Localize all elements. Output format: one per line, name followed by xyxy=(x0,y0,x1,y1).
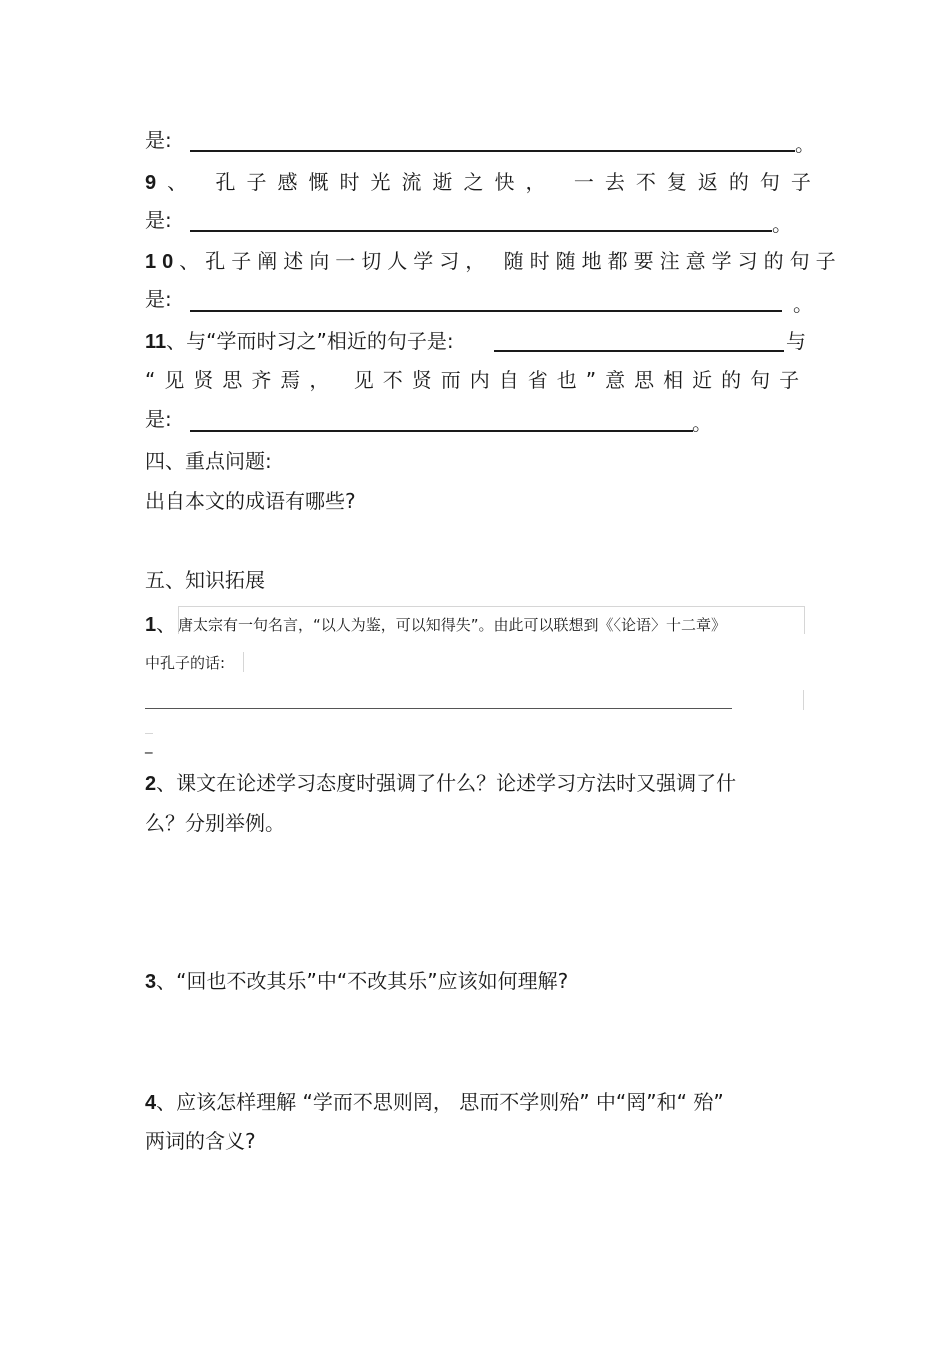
answer-prefix: 是: xyxy=(145,208,172,232)
answer-prefix: 是: xyxy=(145,287,172,311)
answer-line-8 xyxy=(145,128,172,152)
knowledge-q2 xyxy=(145,771,736,796)
question-9 xyxy=(145,170,822,195)
answer-blank[interactable] xyxy=(190,430,693,432)
question-text: 、与“学而时习之”相近的句子是: xyxy=(166,329,454,353)
question-text: 、 孔子感慨时光流逝之快， 一去不复返的句子 xyxy=(167,170,822,194)
text-frame-right xyxy=(804,606,805,634)
question-separator: 、 xyxy=(156,612,177,636)
question-text: 、“回也不改其乐”中“不改其乐”应该如何理解? xyxy=(156,969,569,993)
answer-blank[interactable] xyxy=(190,230,772,232)
question-11 xyxy=(145,329,454,354)
question-11-line2: “见贤思齐焉， 见不贤而内自省也”意思相近的句子 xyxy=(145,368,809,392)
question-number: 10 xyxy=(145,251,180,273)
knowledge-q2-line2: 么？分别举例。 xyxy=(145,811,285,835)
answer-blank[interactable] xyxy=(190,150,795,152)
question-number: 11 xyxy=(145,331,167,353)
question-text: 、孔子阐述向一切人学习， 随时随地都要注意学习的句子 xyxy=(179,249,842,273)
section-heading-5: 五、知识拓展 xyxy=(145,568,265,592)
text-frame-mark xyxy=(803,690,804,710)
answer-prefix: 是: xyxy=(145,407,172,431)
question-number: 4 xyxy=(145,1092,157,1114)
text-frame-top xyxy=(178,606,804,607)
section-heading-4: 四、重点问题: xyxy=(145,449,272,473)
answer-suffix: 。 xyxy=(793,292,813,316)
knowledge-q1-text: 唐太宗有一句名言，“以人为鉴，可以知得失”。由此可以联想到《〈论语〉十二章》 xyxy=(178,616,727,634)
question-number: 2 xyxy=(145,773,157,795)
knowledge-q1-number xyxy=(145,612,176,637)
knowledge-q1-text2: 中孔子的话: xyxy=(145,654,226,672)
answer-blank[interactable] xyxy=(494,350,784,352)
answer-rule[interactable] xyxy=(145,708,732,709)
question-number: 9 xyxy=(145,172,168,194)
answer-suffix: 。 xyxy=(795,132,815,156)
answer-suffix: 。 xyxy=(772,212,792,236)
knowledge-q4 xyxy=(145,1090,724,1115)
answer-prefix: 是: xyxy=(145,128,172,152)
question-number: 1 xyxy=(145,614,157,636)
key-question: 出自本文的成语有哪些? xyxy=(145,489,356,513)
question-text: 、课文在论述学习态度时强调了什么？论述学习方法时又强调了什 xyxy=(156,771,737,795)
text-frame-mark xyxy=(243,652,244,672)
question-text-connector: 与 xyxy=(786,329,806,353)
answer-blank[interactable] xyxy=(190,310,782,312)
knowledge-q3 xyxy=(145,969,568,994)
question-10 xyxy=(145,249,842,274)
answer-suffix: 。 xyxy=(692,411,712,435)
answer-dash: _ xyxy=(145,736,153,754)
question-text: 、应该怎样理解 “学而不思则罔， 思而不学则殆” 中“罔”和“ 殆” xyxy=(156,1090,724,1114)
question-number: 3 xyxy=(145,971,157,993)
knowledge-q4-line2: 两词的含义? xyxy=(145,1129,256,1153)
